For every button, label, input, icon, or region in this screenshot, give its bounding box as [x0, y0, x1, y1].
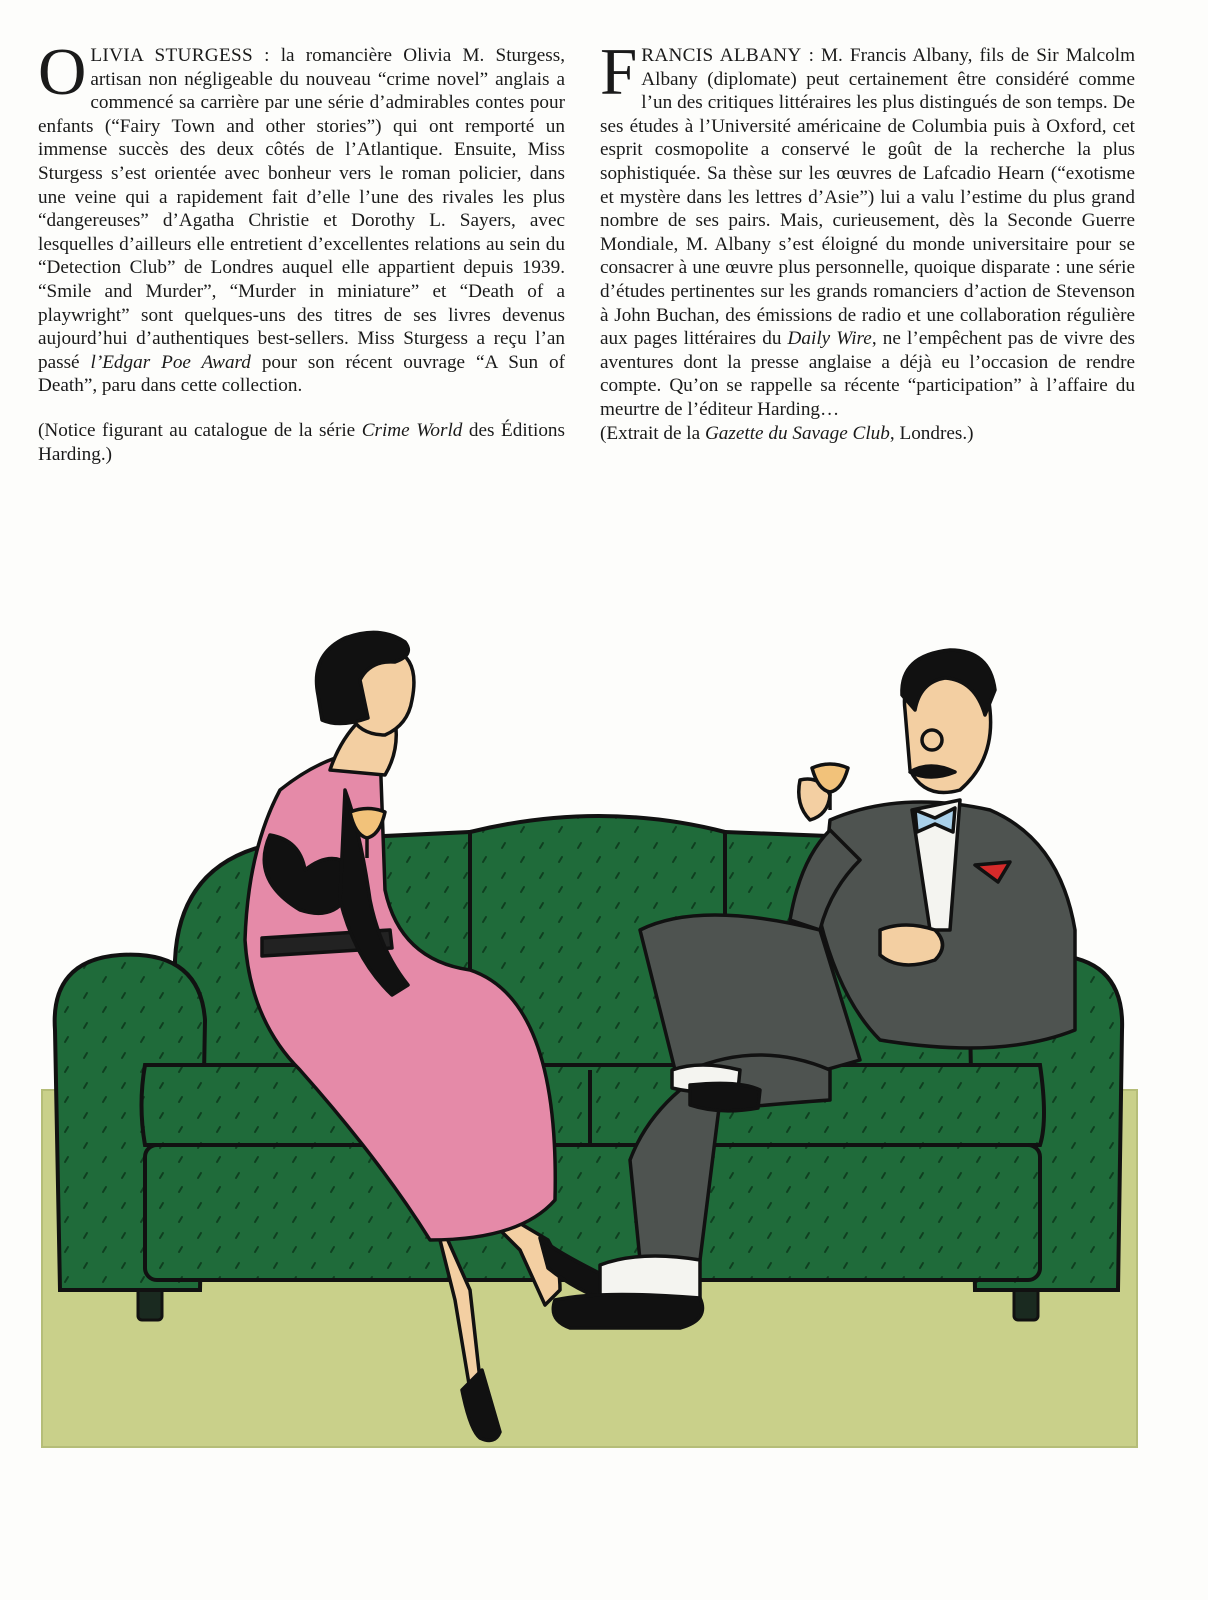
catalogue-note: [38, 419, 565, 466]
gazette-title: Gazette du Savage Club: [704, 422, 890, 444]
francis-text-b: , ne l’empêchent pas de vivre des aventures dont la presse anglaise a déjà eu l’occasion de rendre compte. Qu’on se rappelle sa récente “participation” à l’affaire du meurtre de l’éditeur Harding…: [600, 328, 1136, 420]
series-title: Crime World: [361, 419, 463, 441]
sofa-illustration: [0, 600, 1208, 1600]
dropcap-o: O: [38, 35, 87, 109]
author-name-olivia: LIVIA STURGESS: [90, 45, 253, 66]
left-column: [38, 35, 565, 466]
dropcap-f: F: [600, 35, 638, 109]
olivia-text-b: pour son récent ouvrage “A Sun of Death”, paru dans cette collection.: [38, 351, 565, 397]
gazette-note: [600, 422, 1135, 446]
daily-wire: Daily Wire: [787, 328, 872, 350]
olivia-text-a: : la romancière Olivia M. Sturgess, artisan non négligeable du nouveau “crime novel” anglais a commencé sa carrière par une série d’admirables contes pour enfants (“Fairy Town and other stories”) qui ont remporté un immense succès des deux côtés de l’Atlantique. Ensuite, Miss Sturgess s’est orientée avec bonheur vers le roman policier, dans une veine qui a rapidement fait d’elle l’une des rivales les plus “dangereuses” d’Agatha Christie et Dorothy L. Sayers, avec lesquelles d’ailleurs elle entretient d’excellentes relations au sein du “Detection Club” de Londres auquel elle appartient depuis 1939. “Smile and Murder”, “Murder in miniature” et “Death of a playwright” sont quelques-uns des titres de ses livres devenus aujourd’hui d’authentiques best-sellers. Miss Sturgess a reçu l’an passé: [38, 45, 565, 373]
gazette-text-b: , Londres.): [889, 422, 974, 444]
francis-albany-notice: [600, 35, 1136, 422]
olivia-sturgess-notice: [38, 35, 565, 398]
gazette-text-a: (Extrait de la: [600, 422, 705, 444]
francis-text-a: : M. Francis Albany, fils de Sir Malcolm Albany (diplomate) peut certainement être considéré comme l’un des critiques littéraires les plus distingués de son temps. De ses études à l’Université américaine de Columbia puis à Oxford, cet esprit cosmopolite a conservé le goût de la recherche la plus sophistiquée. Sa thèse sur les œuvres de Lafcadio Hearn (“exotisme et mystère dans les lettres d’Asie”) lui a valu l’estime du plus grand nombre de ses pairs. Mais, curieusement, dès la Seconde Guerre Mondiale, M. Albany s’est éloigné du monde universitaire pour se consacrer à une œuvre plus personnelle, quoique disparate : une série d’études pertinentes sur les grands romanciers d’action de Stevenson à John Buchan, des émissions de radio et une collaboration régulière aux pages littéraires du: [600, 45, 1135, 350]
note-text-a: (Notice figurant au catalogue de la série: [38, 419, 362, 441]
sofa-seat: [142, 1065, 1045, 1280]
edgar-poe-award: l’Edgar Poe Award: [90, 351, 251, 373]
author-name-francis: RANCIS ALBANY: [641, 45, 802, 66]
note-text-b: des Éditions Harding.): [38, 419, 565, 465]
man-shoe: [553, 1294, 702, 1328]
moustache: [910, 766, 955, 777]
right-column: [600, 35, 1136, 445]
